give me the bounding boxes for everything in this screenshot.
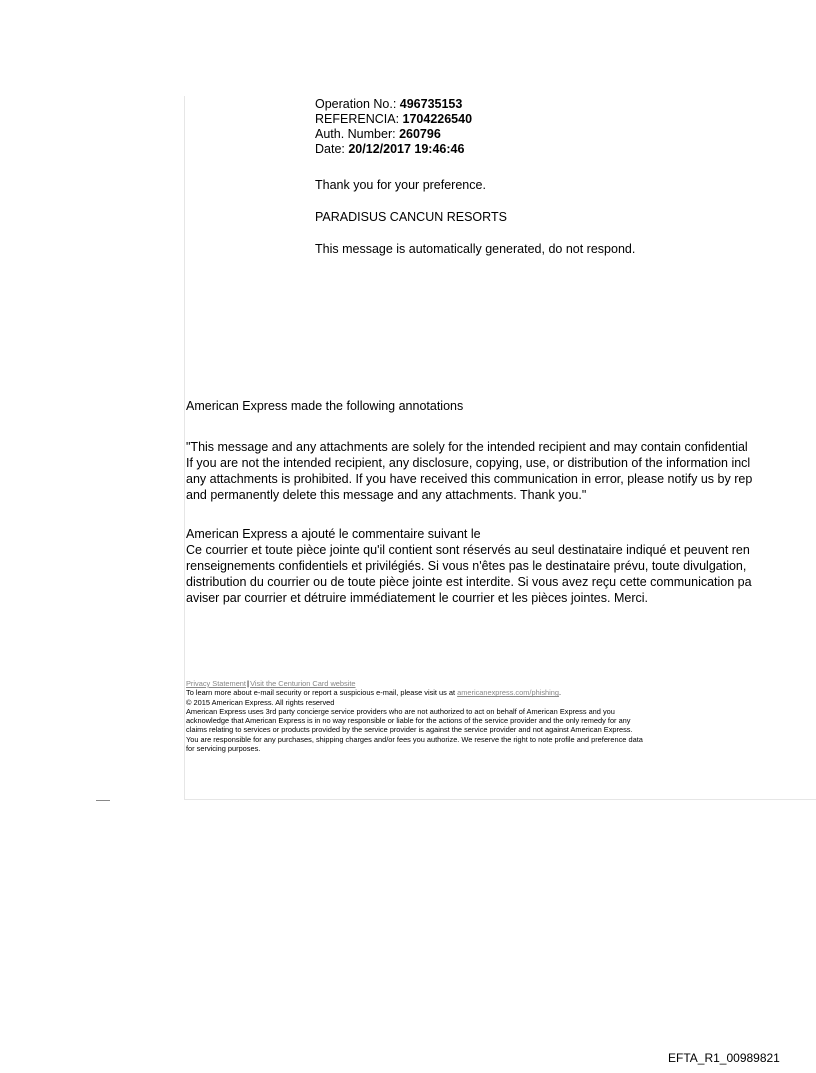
email-footer <box>186 679 806 753</box>
operation-number-label: Operation No.: <box>315 97 400 111</box>
security-notice-text: To learn more about e-mail security or report a suspicious e-mail, please visit us at <box>186 688 458 698</box>
document-id: EFTA_R1_00989821 <box>668 1051 780 1065</box>
operation-number-row <box>315 97 472 112</box>
disclaimer-line: acknowledge that American Express is in no way responsible or liable for the actions of the service provider and the only remedy for any <box>186 716 631 726</box>
page-mark <box>96 800 110 801</box>
referencia-label: REFERENCIA: <box>315 112 403 126</box>
french-notice-line: distribution du courrier ou de toute pièce jointe est interdite. Si vous avez reçu cette communication pa <box>186 575 752 589</box>
english-notice-line: and permanently delete this message and any attachments. Thank you." <box>186 488 587 502</box>
security-notice <box>186 688 806 697</box>
referencia-value: 1704226540 <box>402 112 473 126</box>
copyright-text: © 2015 American Express. All rights reserved <box>186 697 335 707</box>
english-notice-line: If you are not the intended recipient, any disclosure, copying, use, or distribution of the information incl <box>186 456 751 470</box>
privacy-statement-link[interactable]: Privacy Statement <box>186 679 246 688</box>
thank-you-text: Thank you for your preference. <box>315 178 486 192</box>
disclaimer-line: for servicing purposes. <box>186 744 261 754</box>
english-confidentiality-notice <box>186 439 816 503</box>
footer-links <box>186 679 806 688</box>
merchant-name: PARADISUS CANCUN RESORTS <box>315 210 507 224</box>
annotations-heading: American Express made the following annotations <box>186 399 464 413</box>
phishing-link[interactable]: americanexpress.com/phishing <box>457 688 559 698</box>
auth-number-row <box>315 127 472 142</box>
english-notice-line: "This message and any attachments are solely for the intended recipient and may contain confidential <box>186 440 748 454</box>
date-label: Date: <box>315 142 349 156</box>
french-notice-line: renseignements confidentiels et privilégiés. Si vous n'êtes pas le destinataire prévu, toute divulgation, <box>186 559 747 573</box>
centurion-card-link[interactable]: Visit the Centurion Card website <box>250 679 356 688</box>
date-value: 20/12/2017 19:46:46 <box>348 142 465 156</box>
operation-number-value: 496735153 <box>399 97 463 111</box>
security-notice-end: . <box>558 688 562 698</box>
french-notice-line: Ce courrier et toute pièce jointe qu'il contient sont réservés au seul destinataire indiqué et peuvent ren <box>186 543 750 557</box>
disclaimer-line: You are responsible for any purchases, shipping charges and/or fees you authorize. We reserve the right to note profile and preference data <box>186 734 643 744</box>
auth-number-label: Auth. Number: <box>315 127 400 141</box>
french-confidentiality-notice <box>186 542 816 606</box>
referencia-row <box>315 112 472 127</box>
auto-generated-notice: This message is automatically generated, do not respond. <box>315 242 636 256</box>
date-row <box>315 142 472 157</box>
disclaimer-line: claims relating to services or products provided by the service provider is against the service provider and not against American Express. <box>186 725 633 735</box>
transaction-details <box>315 97 472 157</box>
link-separator: | <box>246 679 250 688</box>
english-notice-line: any attachments is prohibited. If you have received this communication in error, please notify us by rep <box>186 472 753 486</box>
french-annotations-heading: American Express a ajouté le commentaire suivant le <box>186 527 481 541</box>
auth-number-value: 260796 <box>399 127 441 141</box>
disclaimer-line: American Express uses 3rd party concierge service providers who are not authorized to act on behalf of American Express and you <box>186 706 615 716</box>
french-notice-line: aviser par courrier et détruire immédiatement le courrier et les pièces jointes. Merci. <box>186 591 648 605</box>
